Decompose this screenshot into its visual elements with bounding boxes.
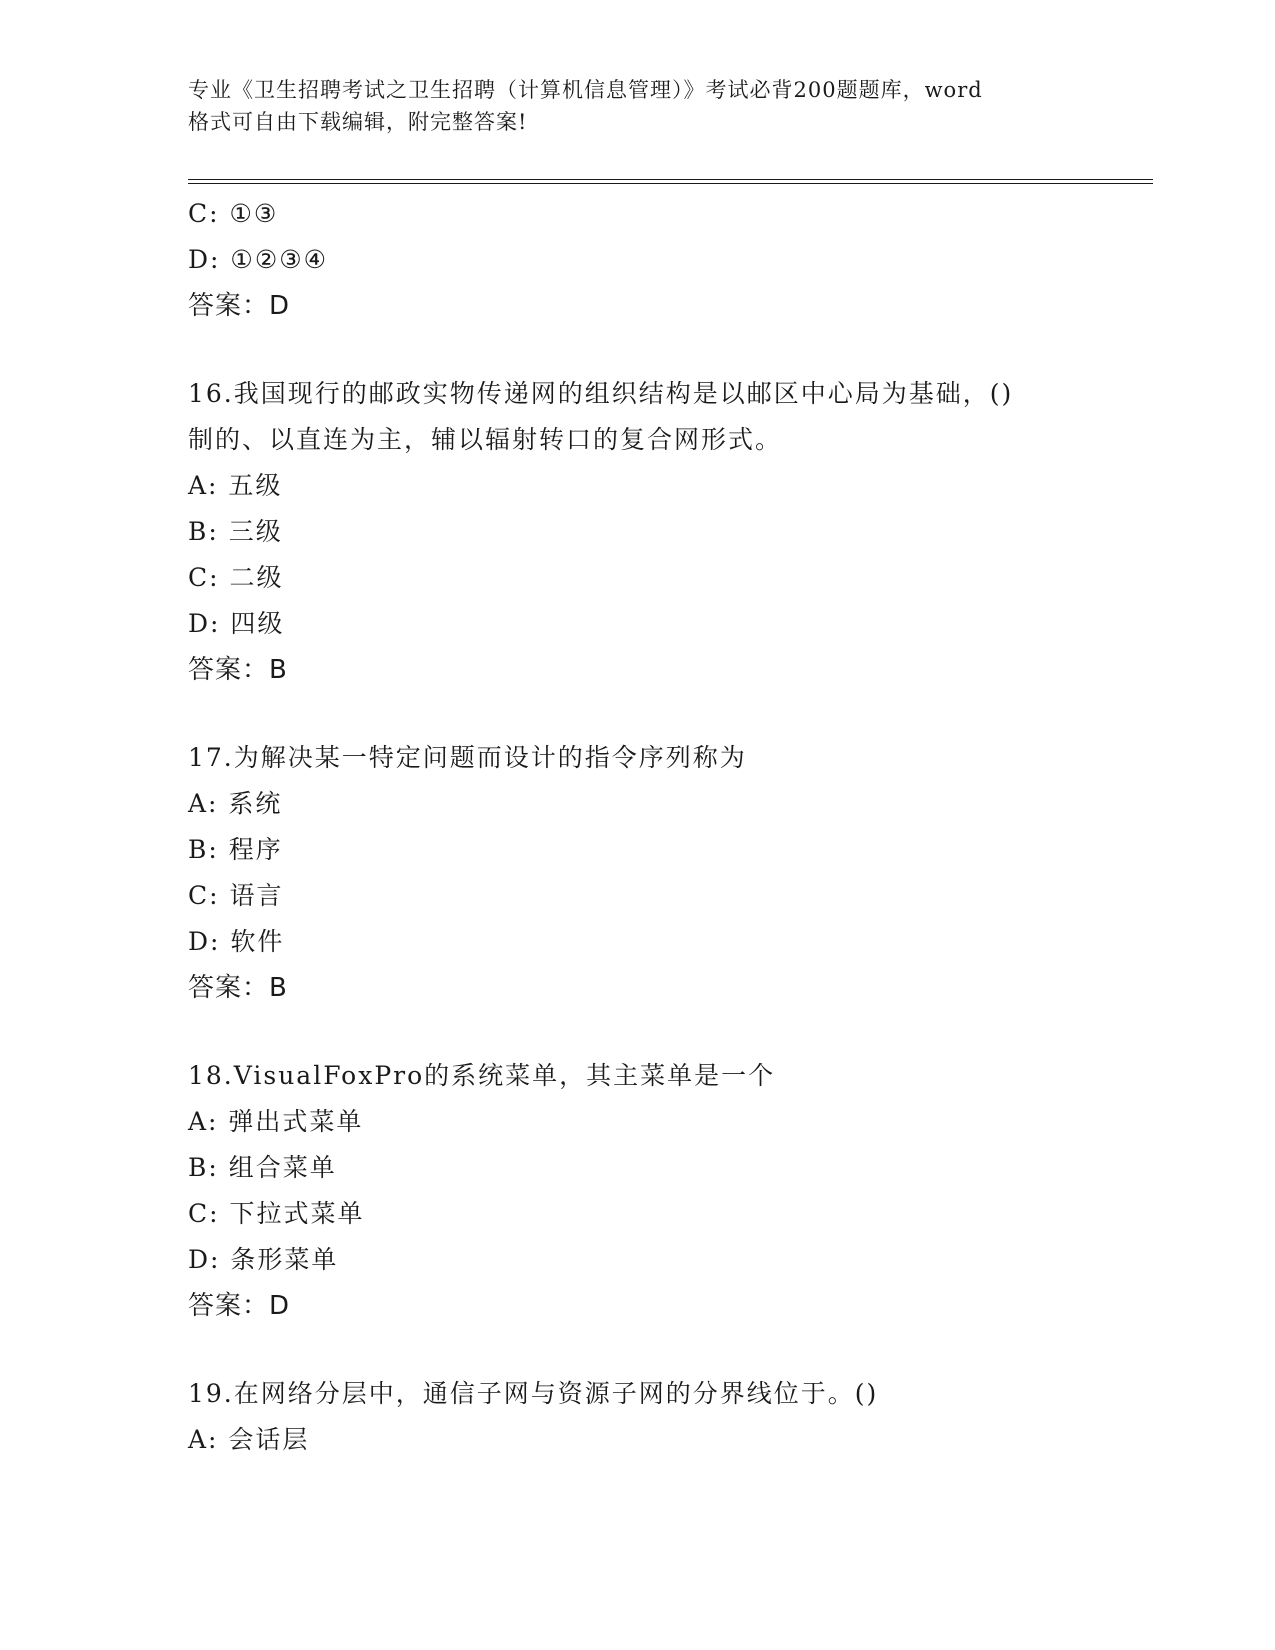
option-d: D: ①②③④ (188, 245, 329, 274)
question-18 (188, 1053, 1153, 1329)
option-a: A: 系统 (188, 789, 283, 818)
option-a: A: 五级 (188, 471, 283, 500)
header-line-2: 格式可自由下载编辑，附完整答案! (188, 110, 528, 134)
answer: 答案：D (188, 1291, 291, 1321)
question-17 (188, 735, 1153, 1011)
answer: 答案：B (188, 655, 288, 685)
spacer (188, 1011, 1153, 1053)
answer: 答案：B (188, 973, 288, 1003)
document-header (188, 74, 1088, 138)
option-c: C: 二级 (188, 563, 284, 592)
question-text: 16.我国现行的邮政实物传递网的组织结构是以邮区中心局为基础，() (188, 379, 1014, 408)
question-text: 17.为解决某一特定问题而设计的指令序列称为 (188, 743, 747, 772)
question-text: 18.VisualFoxPro的系统菜单，其主菜单是一个 (188, 1061, 776, 1090)
option-d: D: 四级 (188, 609, 285, 638)
spacer (188, 693, 1153, 735)
question-text-continued: 制的、以直连为主，辅以辐射转口的复合网形式。 (188, 425, 783, 454)
option-b: B: 组合菜单 (188, 1153, 337, 1182)
option-b: B: 程序 (188, 835, 283, 864)
answer: 答案：D (188, 291, 291, 321)
option-d: D: 软件 (188, 927, 285, 956)
question-16 (188, 371, 1153, 693)
option-b: B: 三级 (188, 517, 283, 546)
header-line-1: 专业《卫生招聘考试之卫生招聘（计算机信息管理）》考试必背200题题库，word (188, 78, 983, 102)
option-a: A: 会话层 (188, 1425, 310, 1454)
option-c: C: 语言 (188, 881, 284, 910)
spacer (188, 1329, 1153, 1371)
header-rule-top (188, 179, 1153, 180)
option-c: C: ①③ (188, 199, 279, 228)
question-19 (188, 1371, 1153, 1463)
option-a: A: 弹出式菜单 (188, 1107, 364, 1136)
question-text: 19.在网络分层中，通信子网与资源子网的分界线位于。() (188, 1379, 879, 1408)
option-c: C: 下拉式菜单 (188, 1199, 365, 1228)
header-rule-bottom (188, 183, 1153, 184)
spacer (188, 329, 1153, 371)
option-d: D: 条形菜单 (188, 1245, 339, 1274)
question-15-tail (188, 191, 1153, 329)
question-list (188, 191, 1153, 1463)
